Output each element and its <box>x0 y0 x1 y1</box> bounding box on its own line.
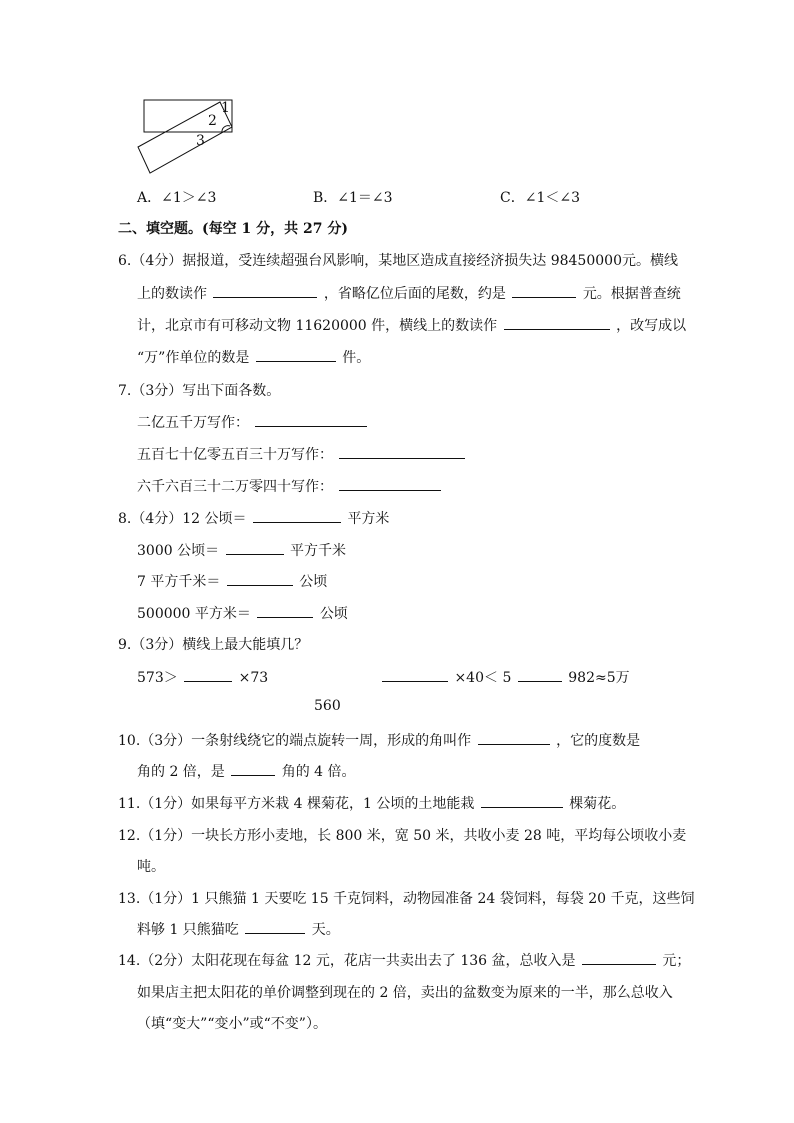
q9-blank-3[interactable] <box>518 667 562 682</box>
q9-expr1-b: ×73 <box>238 670 269 686</box>
q6-blank-4[interactable] <box>256 347 336 362</box>
q8-text-d: 平方千米 <box>290 543 346 559</box>
q8-text-b: 平方米 <box>347 511 390 527</box>
horizontal-rectangle <box>144 100 232 132</box>
q9-blank-1[interactable] <box>184 667 232 682</box>
q10-text-a: 10.（3分）一条射线绕它的端点旋转一周，形成的角叫作 <box>118 733 472 749</box>
q5-option-a: A．∠1＞∠3 <box>137 190 217 206</box>
q6-line1: 6.（4分）据报道，受连续超强台风影响，某地区造成直接经济损失达 98450000元。横线 <box>118 253 678 269</box>
q7-item2-label: 五百七十亿零五百三十万写作： <box>137 447 333 463</box>
q10-blank-1[interactable] <box>478 730 550 745</box>
figure-label-3: 3 <box>196 133 205 149</box>
q8-text-a: 8.（4分）12 公顷＝ <box>118 511 247 527</box>
figure-label-1: 1 <box>221 100 230 116</box>
q12-line1: 12.（1分）一块长方形小麦地，长 800 米，宽 50 米，共收小麦 28 吨，平均每公顷收小麦 <box>118 828 687 844</box>
q8-line1 <box>118 508 389 528</box>
q6-line4 <box>137 347 370 367</box>
q8-blank-2[interactable] <box>226 540 284 555</box>
q7-item1 <box>137 412 369 432</box>
q10-blank-2[interactable] <box>231 761 275 776</box>
q6-line2 <box>137 283 681 303</box>
q12-line2: 吨。 <box>137 859 165 875</box>
q7-item1-label: 二亿五千万写作： <box>137 415 249 431</box>
q9-title: 9.（3分）横线上最大能填几？ <box>118 637 309 653</box>
q9-expr1-a: 573＞ <box>137 670 178 686</box>
q9-blank-2[interactable] <box>382 667 448 682</box>
q13-line1: 13.（1分）1 只熊猫 1 天要吃 15 千克饲料，动物园准备 24 袋饲料，每袋 20 千克，这些饲 <box>118 891 695 907</box>
q8-text-f: 公顷 <box>299 574 328 590</box>
angle-figure <box>130 90 240 180</box>
q11-text-a: 11.（1分）如果每平方米栽 4 棵菊花，1 公顷的土地能栽 <box>118 796 475 812</box>
q8-text-c: 3000 公顷＝ <box>137 543 220 559</box>
q6-text-a: 上的数读作 <box>137 286 207 302</box>
q14-line1 <box>118 950 690 970</box>
q6-blank-2[interactable] <box>512 283 576 298</box>
q8-line4 <box>137 603 348 623</box>
q8-text-g: 500000 平方米＝ <box>137 606 251 622</box>
q9-expr3-b: 982≈5万 <box>568 670 630 686</box>
q7-item3-label: 六千六百三十二万零四十写作： <box>137 479 333 495</box>
q7-item2 <box>137 444 467 464</box>
q14-text-a: 14.（2分）太阳花现在每盆 12 元，花店一共卖出去了 136 盆，总收入是 <box>118 953 576 969</box>
q11-line1 <box>118 793 625 813</box>
tilted-rectangle <box>138 102 232 173</box>
q8-blank-3[interactable] <box>227 571 293 586</box>
q9-expr2 <box>380 667 630 687</box>
q6-text-g: 件。 <box>342 350 371 366</box>
q10-text-d: 角的 4 倍。 <box>281 764 356 780</box>
q7-blank-1[interactable] <box>255 412 367 427</box>
q14-blank-1[interactable] <box>582 950 656 965</box>
q8-line3 <box>137 571 327 591</box>
q7-blank-3[interactable] <box>339 476 441 491</box>
q6-line3 <box>137 315 686 335</box>
q11-blank-1[interactable] <box>481 793 563 808</box>
q8-blank-4[interactable] <box>257 603 313 618</box>
q11-text-b: 棵菊花。 <box>569 796 626 812</box>
q8-text-h: 公顷 <box>319 606 348 622</box>
q13-line2 <box>137 919 340 939</box>
q10-line2 <box>137 761 356 781</box>
q14-line2: 如果店主把太阳花的单价调整到现在的 2 倍，卖出的盆数变为原来的一半，那么总收入 <box>137 985 673 1001</box>
q10-text-b: ，它的度数是 <box>556 733 641 749</box>
figure-label-2: 2 <box>208 113 217 129</box>
q7-item3 <box>137 476 443 496</box>
q9-expr1 <box>137 667 268 687</box>
q13-text-b: 天。 <box>311 922 340 938</box>
q13-blank-1[interactable] <box>245 919 305 934</box>
q13-text-a: 料够 1 只熊猫吃 <box>137 922 239 938</box>
q14-text-b: 元； <box>662 953 691 969</box>
q9-expr1-tail: 560 <box>314 698 341 714</box>
q8-text-e: 7 平方千米＝ <box>137 574 221 590</box>
q6-text-d: 计，北京市有可移动文物 11620000 件，横线上的数读作 <box>137 318 498 334</box>
q14-line3: （填“变大”“变小”或“不变”）。 <box>137 1016 327 1032</box>
q6-text-c: 元。根据普查统 <box>582 286 681 302</box>
q6-blank-1[interactable] <box>213 283 317 298</box>
q6-blank-3[interactable] <box>504 315 610 330</box>
q9-expr2-b: ×40＜ 5 <box>454 670 512 686</box>
q10-line1 <box>118 730 640 750</box>
q5-option-c: C．∠1＜∠3 <box>500 190 580 206</box>
q8-blank-1[interactable] <box>253 508 341 523</box>
q5-option-b: B．∠1＝∠3 <box>313 190 393 206</box>
q6-text-b: ，省略亿位后面的尾数，约是 <box>323 286 506 302</box>
q7-title: 7.（3分）写出下面各数。 <box>118 383 281 399</box>
q8-line2 <box>137 540 346 560</box>
q6-text-e: ，改写成以 <box>616 318 687 334</box>
q6-text-f: “万”作单位的数是 <box>137 350 250 366</box>
q10-text-c: 角的 2 倍，是 <box>137 764 225 780</box>
q7-blank-2[interactable] <box>339 444 465 459</box>
section-title: 二、填空题。(每空 1 分，共 27 分) <box>118 221 348 237</box>
